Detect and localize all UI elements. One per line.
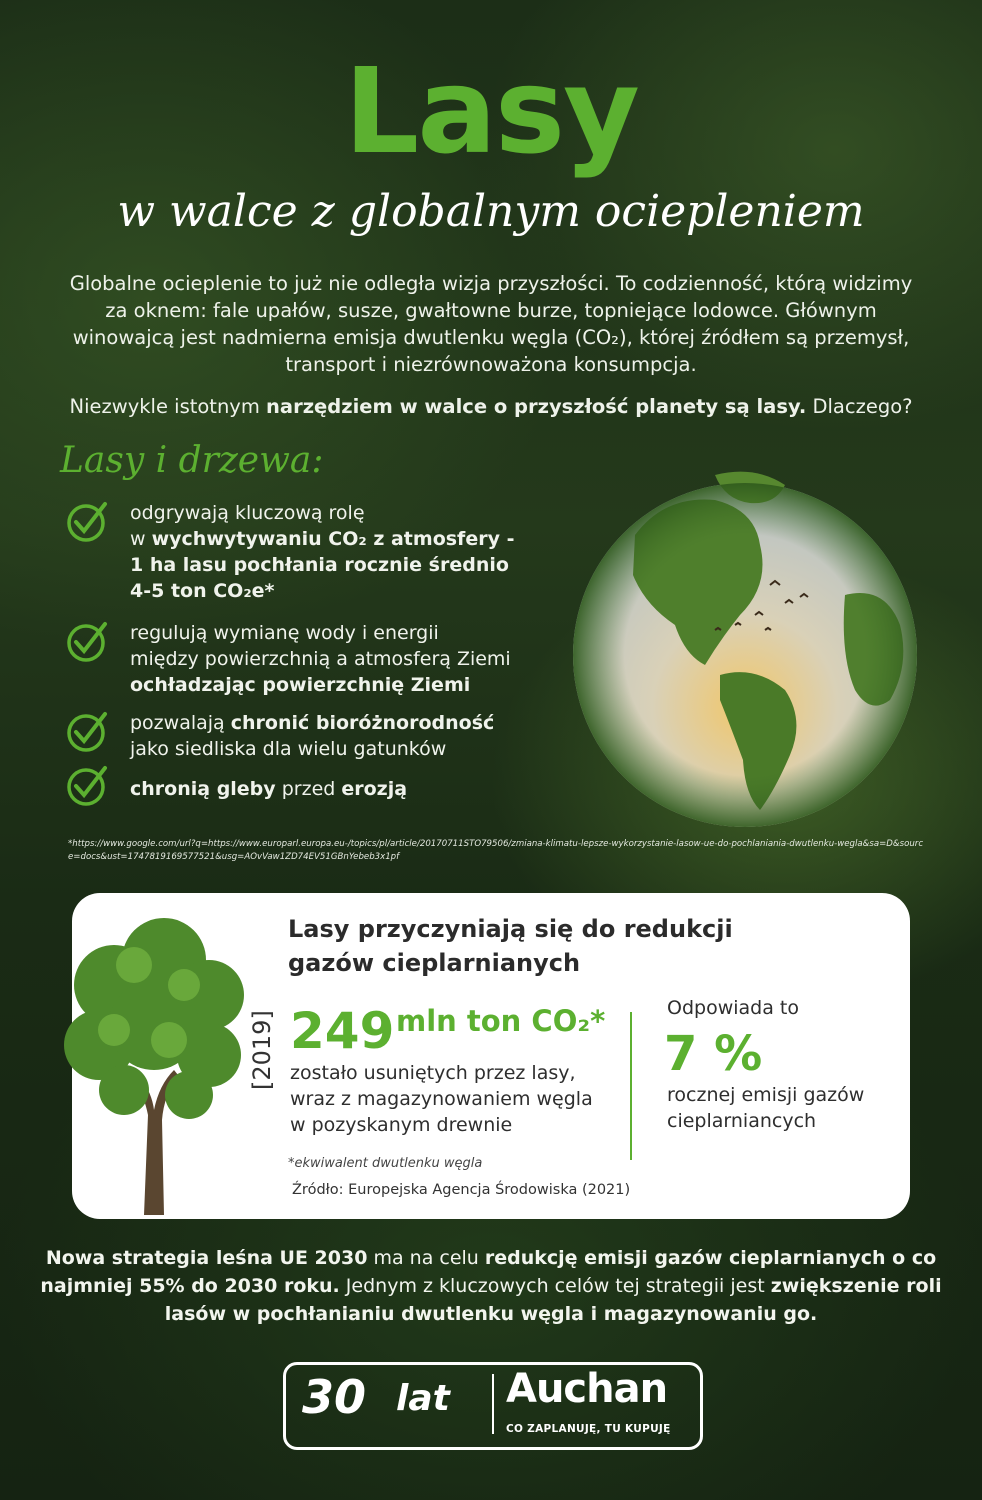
- strategy-bold: zwiększenie roli lasów w pochłanianiu dwutlenku węgla i magazynowaniu go.: [164, 1275, 942, 1325]
- logo-separator: [492, 1374, 494, 1434]
- card-source: Źródło: Europejska Agencja Środowiska (2021): [292, 1182, 631, 1198]
- check-circle-icon: [65, 618, 111, 664]
- main-title: Lasy: [344, 42, 638, 180]
- intro-question-bold: narzędziem w walce o przyszłość planety są lasy.: [266, 395, 807, 418]
- intro-question-end: Dlaczego?: [806, 395, 913, 418]
- list-item-text: [130, 776, 560, 802]
- tree-illustration: [64, 915, 244, 1215]
- percent-desc-line: cieplarniancych: [667, 1110, 817, 1132]
- strategy-bold: Nowa strategia leśna UE 2030: [45, 1247, 368, 1269]
- stat-description: [290, 1060, 630, 1138]
- check-circle-icon: [65, 762, 111, 808]
- strategy-text: Jednym z kluczowych celów tej strategii jest: [339, 1275, 771, 1297]
- item-text-bold: 4-5 ton CO₂e*: [130, 580, 275, 602]
- forest-globe-illustration: [555, 455, 935, 840]
- list-item-soil: [60, 762, 560, 808]
- strategy-text: ma na celu: [367, 1247, 485, 1269]
- source-footnote: *https://www.google.com/url?q=https://www.europarl.europa.eu-/topics/pl/article/20170711STO79506/zmiana-klimatu-lepsze-wykorzystanie-lasow-ue-do-pochlaniania-dwutlenku-wegla&sa=D&source=docs&ust=1747819169577521&usg=AOvVaw1ZD74EV51GBnYebeb3x1pf: [68, 839, 924, 862]
- list-title: Lasy i drzewa:: [60, 440, 324, 481]
- check-circle-icon: [65, 498, 111, 544]
- item-line: między powierzchnią a atmosferą Ziemi: [130, 648, 511, 670]
- item-line: regulują wymianę wody i energii: [130, 622, 439, 644]
- check-circle-icon: [65, 708, 111, 754]
- intro-paragraph: Globalne ocieplenie to już nie odległa wizja przyszłości. To codzienność, którą widzimy za oknem: fale upałów, susze, gwałtowne burze, topniejące lodowce. Głównym winowajcą jest nadmierna emisja dwutlenku węgla (CO₂), której źródłem są przemysł, transport i niezrównoważona konsumpcja.: [69, 272, 913, 376]
- intro-question: [40, 393, 942, 420]
- item-text-bold: ochładzając powierzchnię Ziemi: [130, 674, 471, 696]
- list-item-text: [130, 710, 560, 762]
- percent-description: [667, 1082, 897, 1134]
- list-item-text: [130, 620, 560, 698]
- item-text-normal: przed: [275, 778, 342, 800]
- stat-desc-line: wraz z magazynowaniem węgla: [290, 1088, 593, 1110]
- item-text-bold: 1 ha lasu pochłania rocznie średnio: [130, 554, 509, 576]
- auchan-logo: Auchan: [506, 1366, 668, 1412]
- item-line: jako siedliska dla wielu gatunków: [130, 738, 447, 760]
- subtitle: w walce z globalnym ociepleniem: [117, 186, 865, 237]
- item-text-bold: chronić bioróżnorodność: [230, 712, 495, 734]
- card-title: [288, 912, 848, 980]
- item-text-bold: chronią gleby: [130, 778, 276, 800]
- anniversary-number: 30: [302, 1370, 367, 1424]
- card-divider: [630, 1012, 632, 1160]
- logo-tagline: CO ZAPLANUJĘ, TU KUPUJĘ: [506, 1423, 671, 1435]
- strategy-bold: redukcję emisji gazów cieplarnianych o co najmniej 55% do 2030 roku.: [40, 1247, 937, 1297]
- item-line: [130, 710, 560, 736]
- stat-desc-line: zostało usuniętych przez lasy,: [290, 1062, 576, 1084]
- item-text-normal: w: [130, 528, 152, 550]
- stat-desc-line: w pozyskanym drewnie: [290, 1114, 513, 1136]
- list-item-water: [60, 618, 560, 698]
- list-item-biodiversity: [60, 708, 560, 764]
- equivalent-label: Odpowiada to: [667, 997, 799, 1019]
- item-text-bold: erozją: [341, 778, 408, 800]
- stat-number: 249: [290, 1002, 395, 1060]
- item-line: [130, 776, 560, 802]
- item-text-bold: wychwytywaniu CO₂ z atmosfery -: [151, 528, 515, 550]
- anniversary-lat: lat: [396, 1378, 450, 1419]
- card-title-line: Lasy przyczyniają się do redukcji: [288, 915, 733, 943]
- item-line: odgrywają kluczową rolę: [130, 502, 365, 524]
- stat-unit: mln ton CO₂*: [396, 1004, 606, 1038]
- year-label: [2019]: [248, 1010, 276, 1090]
- percent-desc-line: rocznej emisji gazów: [667, 1084, 865, 1106]
- item-text-normal: pozwalają: [130, 712, 231, 734]
- list-item-co2: [60, 498, 560, 608]
- list-item-text: [130, 500, 560, 604]
- strategy-paragraph: [40, 1244, 942, 1328]
- percent-value: 7 %: [664, 1026, 763, 1082]
- item-line: [130, 526, 560, 552]
- intro-question-start: Niezwykle istotnym: [69, 395, 267, 418]
- card-footnote: *ekwiwalent dwutlenku węgla: [288, 1156, 483, 1171]
- card-title-line: gazów cieplarnianych: [288, 949, 581, 977]
